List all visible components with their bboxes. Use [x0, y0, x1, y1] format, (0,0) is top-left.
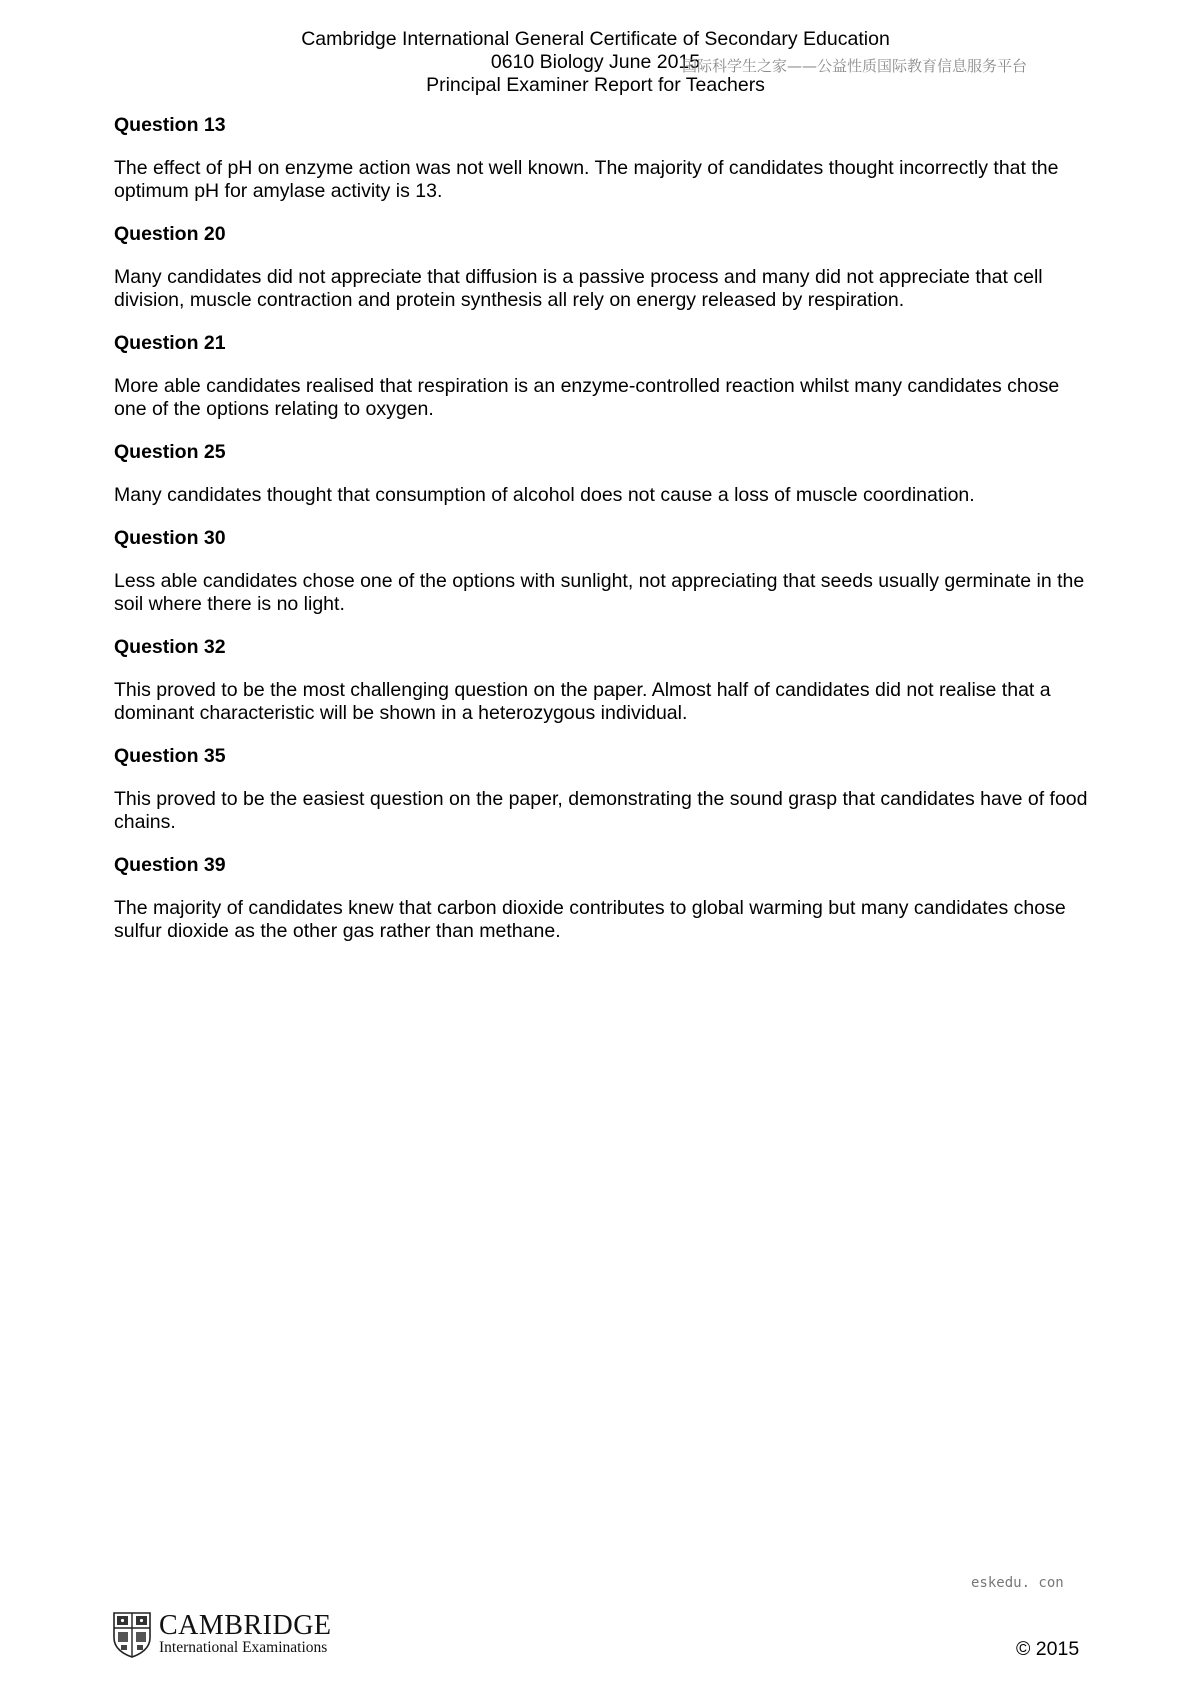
- cambridge-shield-icon: [113, 1612, 151, 1658]
- question-block: [114, 114, 1094, 203]
- cambridge-logo: [113, 1612, 332, 1658]
- question-text: The majority of candidates knew that carbon dioxide contributes to global warming but many candidates chose sulfur dioxide as the other gas rather than methane.: [114, 897, 1066, 942]
- footer-site-text: eskedu. con: [971, 1575, 1064, 1591]
- report-body: [114, 114, 1094, 963]
- question-block: [114, 332, 1094, 421]
- logo-main-text: CAMBRIDGE: [159, 1610, 332, 1641]
- copyright-text: © 2015: [1016, 1638, 1080, 1660]
- header-line-1: Cambridge International General Certificate of Secondary Education: [301, 28, 890, 50]
- question-text: Many candidates did not appreciate that diffusion is a passive process and many did not appreciate that cell division, muscle contraction and protein synthesis all rely on energy released by respiration.: [114, 266, 1043, 311]
- header-line-3: Principal Examiner Report for Teachers: [426, 74, 765, 96]
- question-text: Many candidates thought that consumption of alcohol does not cause a loss of muscle coordination.: [114, 484, 975, 506]
- question-title: Question 13: [114, 114, 226, 136]
- question-text: This proved to be the easiest question on the paper, demonstrating the sound grasp that candidates have of food chains.: [114, 788, 1088, 833]
- watermark-text: 国际科学生之家——公益性质国际教育信息服务平台: [682, 57, 1028, 75]
- header-line-2: 0610 Biology June 2015: [490, 51, 701, 73]
- question-title: Question 25: [114, 441, 226, 463]
- question-text: Less able candidates chose one of the options with sunlight, not appreciating that seeds usually germinate in the soil where there is no light.: [114, 570, 1085, 615]
- question-title: Question 21: [114, 332, 226, 354]
- question-title: Question 35: [114, 745, 226, 767]
- question-text: The effect of pH on enzyme action was not well known. The majority of candidates thought incorrectly that the optimum pH for amylase activity is 13.: [114, 157, 1059, 202]
- question-title: Question 30: [114, 527, 226, 549]
- question-block: [114, 527, 1094, 616]
- logo-text: [159, 1610, 332, 1657]
- question-block: [114, 854, 1094, 943]
- question-block: [114, 745, 1094, 834]
- question-title: Question 39: [114, 854, 226, 876]
- question-block: [114, 441, 1094, 507]
- logo-sub-text: International Examinations: [159, 1639, 328, 1656]
- question-block: [114, 636, 1094, 725]
- question-title: Question 20: [114, 223, 226, 245]
- question-text: This proved to be the most challenging question on the paper. Almost half of candidates did not realise that a dominant characteristic will be shown in a heterozygous individual.: [114, 679, 1051, 724]
- question-text: More able candidates realised that respiration is an enzyme-controlled reaction whilst many candidates chose one of the options relating to oxygen.: [114, 375, 1060, 420]
- question-block: [114, 223, 1094, 312]
- question-title: Question 32: [114, 636, 226, 658]
